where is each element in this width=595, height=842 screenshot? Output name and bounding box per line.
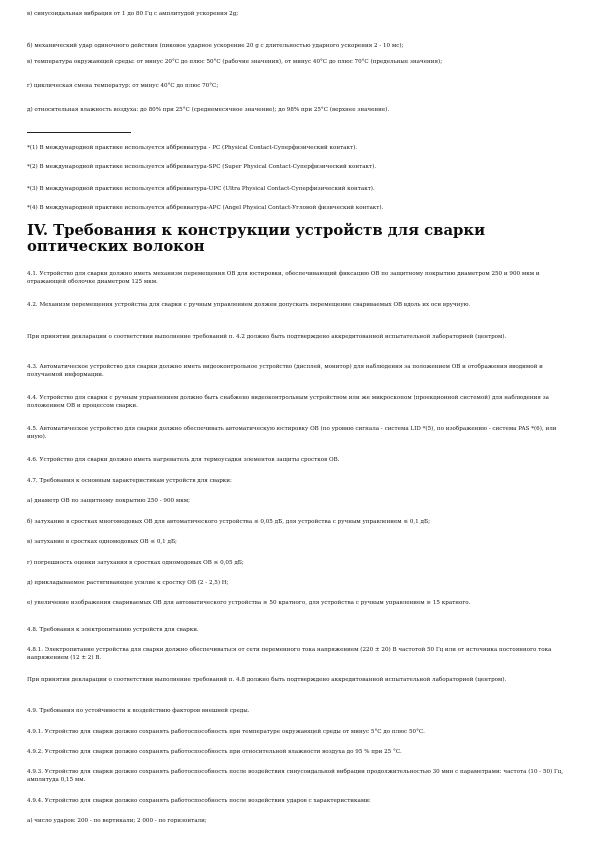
footnote-4: *(4) В международной практике используется аббревиатура-APC (Angel Physical Contact-Угловой физический контакт).	[27, 205, 384, 211]
list-item-temperature-cycling: г) циклическая смена температур: от минус 40°С до плюс 70°С;	[27, 83, 219, 89]
section-heading-line-1: IV. Требования к конструкции устройств для сварки	[27, 222, 486, 239]
paragraph-4-9-1: 4.9.1. Устройство для сварки должно сохранять работоспособность при температуре окружающей среды от минус 5°С до плюс 50°С.	[27, 729, 425, 735]
footnote-2: *(2) В международной практике используется аббревиатура-SPC (Super Physical Contact-Суперфизический контакт).	[27, 164, 377, 170]
list-item-mechanical-shock: б) механический удар одиночного действия (пиковое ударное ускорение 20 g с длительностью ударного ускорения 2 - 10 мс);	[27, 43, 404, 49]
paragraph-4-7-b: б) затухание в сростках многомодовых ОВ для автоматического устройства ≤ 0,05 дБ, для устройства с ручным управлением ≤ 0,1 дБ;	[27, 519, 430, 525]
paragraph-4-9-3: 4.9.3. Устройство для сварки должно сохранять работоспособность после воздействия синусоидальной вибрации продолжительностью 30 мин с параметрами: частота (10 - 50) Гц, амплитуда 0,15 мм.	[27, 769, 564, 784]
paragraph-4-4: 4.4. Устройство для сварки с ручным управлением должно быть снабжено видеоконтрольным устройством или же микроскопом (проекционной системой) для наблюдения за положением ОВ и процессом сварки.	[27, 395, 550, 410]
paragraph-4-9-4-a: а) число ударов: 200 - по вертикали; 2 000 - по горизонтали;	[27, 818, 207, 824]
paragraph-4-9: 4.9. Требования по устойчивости к воздействию факторов внешней среды.	[27, 708, 250, 714]
footnote-1: *(1) В международной практике используется аббревиатура - PC (Physical Contact-Суперфизический контакт).	[27, 145, 358, 151]
paragraph-4-1: 4.1. Устройство для сварки должно иметь механизм перемещения ОВ для юстировки, обеспечивающий фиксацию ОВ по защитному покрытию диаметром 250 и 900 мкм и отражающей оболочке диаметром 125 мкм.	[27, 271, 540, 286]
paragraph-4-5: 4.5. Автоматическое устройство для сварки должно обеспечивать автоматическую юстировку ОВ (по уровню сигнала - система LID *(5), по изображению - система PAS *(6), или иную).	[27, 426, 557, 441]
paragraph-4-7-e: е) увеличение изображения свариваемых ОВ для автоматического устройства ≥ 50 кратного, для устройства с ручным управлением ≥ 15 кратного.	[27, 600, 471, 606]
paragraph-4-2-note: При принятии декларации о соответствии выполнение требований п. 4.2 должно быть подтверждено аккредитованной испытательной лабораторией (центром).	[27, 334, 507, 340]
footnote-separator	[27, 132, 131, 133]
paragraph-4-7-v: в) затухание в сростках одномодовых ОВ ≤ 0,1 дБ;	[27, 539, 177, 545]
paragraph-4-3: 4.3. Автоматическое устройство для сварки должно иметь видеоконтрольное устройство (дисплей, монитор) для наблюдения за положением ОВ и отображения вводимой и получаемой информации.	[27, 364, 543, 379]
paragraph-4-8: 4.8. Требования к электропитанию устройств для сварки.	[27, 627, 199, 633]
list-item-humidity: д) относительная влажность воздуха: до 80% при 25°С (среднемесячное значение); до 98% при 25°С (верхнее значение).	[27, 107, 390, 113]
section-heading	[27, 223, 572, 254]
paragraph-4-7-d: д) прикладываемое растягивающее усилие к сростку ОВ (2 - 2,5) Н;	[27, 580, 229, 586]
paragraph-4-7-a: а) диаметр ОВ по защитному покрытию 250 - 900 мкм;	[27, 498, 190, 504]
list-item-vibration: в) синусоидальная вибрация от 1 до 80 Гц с амплитудой ускорения 2g;	[27, 11, 239, 17]
paragraph-4-6: 4.6. Устройство для сварки должно иметь нагреватель для термоусадки элементов защиты сростков ОВ.	[27, 457, 340, 463]
paragraph-4-9-4: 4.9.4. Устройство для сварки должно сохранять работоспособность после воздействия ударов с характеристиками:	[27, 798, 371, 804]
list-item-temperature: в) температура окружающей среды: от минус 20°С до плюс 50°С (рабочие значения), от минус 40°С до плюс 70°С (предельные значения);	[27, 59, 443, 65]
section-heading-line-2: оптических волокон	[27, 237, 205, 255]
paragraph-4-7: 4.7. Требования к основным характеристикам устройств для сварки:	[27, 478, 232, 484]
paragraph-4-7-g: г) погрешность оценки затухания в сростках одномодовых ОВ ≤ 0,05 дБ;	[27, 560, 244, 566]
paragraph-4-9-2: 4.9.2. Устройство для сварки должно сохранять работоспособность при относительной влажности воздуха до 95 % при 25 °С.	[27, 749, 402, 755]
paragraph-4-8-note: При принятии декларации о соответствии выполнение требований п. 4.8 должно быть подтверждено аккредитованной испытательной лабораторией (центром).	[27, 677, 507, 683]
paragraph-4-8-1: 4.8.1. Электропитание устройства для сварки должно обеспечиваться от сети переменного тока напряжением (220 ± 20) В частотой 50 Гц или от источника постоянного тока напряжением (12 ± 2) В.	[27, 647, 552, 662]
footnote-3: *(3) В международной практике используется аббревиатура-UPC (Ultra Physical Contact-Суперфизический контакт).	[27, 186, 375, 192]
paragraph-4-2: 4.2. Механизм перемещения устройства для сварки с ручным управлением должен допускать перемещение свариваемых ОВ вдоль их оси вручную.	[27, 302, 471, 308]
